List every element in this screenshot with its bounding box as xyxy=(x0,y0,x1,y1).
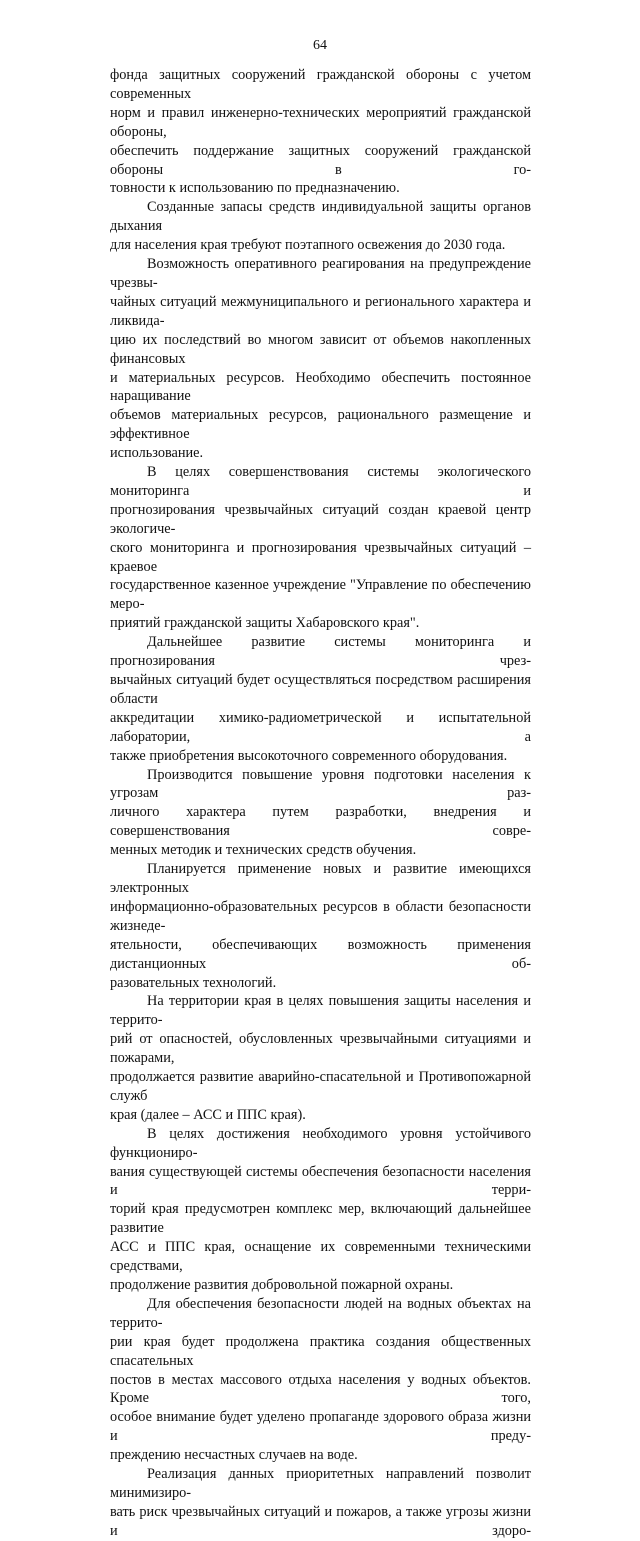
text-line: Для обеспечения безопасности людей на водных объектах на террито- xyxy=(110,1295,531,1331)
text-line: Производится повышение уровня подготовки населения к угрозам раз- xyxy=(110,766,531,802)
text-line: вычайных ситуаций будет осуществляться посредством расширения области xyxy=(110,672,531,707)
text-line: На территории края в целях повышения защиты населения и террито- xyxy=(110,993,531,1029)
paragraph xyxy=(110,992,531,1124)
text-line: края (далее – АСС и ППС края). xyxy=(110,1106,306,1123)
text-line: В целях совершенствования системы экологического мониторинга и xyxy=(110,464,531,499)
text-line: объемов материальных ресурсов, рационального размещение и эффективное xyxy=(110,407,531,443)
paragraph xyxy=(110,633,531,765)
paragraph xyxy=(110,860,531,992)
text-line: рии края будет продолжена практика создания общественных спасательных xyxy=(110,1333,531,1369)
paragraph xyxy=(110,766,531,861)
text-line: государственное казенное учреждение "Управление по обеспечению меро- xyxy=(110,577,531,613)
text-line: чайных ситуаций межмуниципального и регионального характера и ликвида- xyxy=(110,293,531,329)
text-line: Дальнейшее развитие системы мониторинга и прогнозирования чрез- xyxy=(110,634,531,670)
text-line: прогнозирования чрезвычайных ситуаций создан краевой центр экологиче- xyxy=(110,501,531,537)
text-line: ятельности, обеспечивающих возможность применения дистанционных об- xyxy=(110,936,531,972)
text-line: продолжается развитие аварийно-спасательной и Противопожарной служб xyxy=(110,1069,531,1104)
paragraph xyxy=(110,1125,531,1295)
text-line: постов в местах массового отдыха населения у водных объектов. Кроме того, xyxy=(110,1371,531,1407)
text-line: рий от опасностей, обусловленных чрезвычайными ситуациями и пожарами, xyxy=(110,1031,531,1067)
text-line: разовательных технологий. xyxy=(110,974,277,991)
text-line: ского мониторинга и прогнозирования чрезвычайных ситуаций – краевое xyxy=(110,539,531,575)
paragraph xyxy=(110,198,531,255)
text-line: продолжение развития добровольной пожарной охраны. xyxy=(110,1277,454,1293)
text-line: использование. xyxy=(110,445,204,462)
paragraph xyxy=(110,1295,531,1465)
text-line: торий края предусмотрен комплекс мер, включающий дальнейшее развитие xyxy=(110,1201,531,1237)
text-line: норм и правил инженерно-технических мероприятий гражданской обороны, xyxy=(110,104,531,140)
text-line: вания существующей системы обеспечения безопасности населения и терри- xyxy=(110,1163,531,1199)
paragraph xyxy=(110,66,531,198)
text-line: личного характера путем разработки, внедрения и совершенствования совре- xyxy=(110,804,531,840)
paragraph xyxy=(110,1465,531,1541)
document-body xyxy=(110,66,531,1541)
text-line: и материальных ресурсов. Необходимо обеспечить постоянное наращивание xyxy=(110,369,531,405)
text-line: Созданные запасы средств индивидуальной защиты органов дыхания xyxy=(110,199,531,235)
text-line: приятий гражданской защиты Хабаровского края". xyxy=(110,615,420,632)
text-line: преждению несчастных случаев на воде. xyxy=(110,1447,358,1464)
text-line: аккредитации химико-радиометрической и испытательной лаборатории, а xyxy=(110,709,531,745)
text-line: также приобретения высокоточного современного оборудования. xyxy=(110,747,508,764)
text-line: цию их последствий во многом зависит от объемов накопленных финансовых xyxy=(110,331,531,367)
text-line: товности к использованию по предназначению. xyxy=(110,180,400,197)
text-line: В целях достижения необходимого уровня устойчивого функциониро- xyxy=(110,1125,531,1161)
text-line: для населения края требуют поэтапного освежения до 2030 года. xyxy=(110,237,506,254)
text-line: информационно-образовательных ресурсов в области безопасности жизнеде- xyxy=(110,898,531,934)
paragraph xyxy=(110,255,531,463)
text-line: вать риск чрезвычайных ситуаций и пожаров, а также угрозы жизни и здоро- xyxy=(110,1503,531,1539)
paragraph xyxy=(110,463,531,633)
text-line: АСС и ППС края, оснащение их современными техническими средствами, xyxy=(110,1239,531,1275)
text-line: Реализация данных приоритетных направлений позволит минимизиро- xyxy=(110,1466,531,1501)
text-line: Возможность оперативного реагирования на предупреждение чрезвы- xyxy=(110,256,531,291)
text-line: Планируется применение новых и развитие имеющихся электронных xyxy=(110,861,531,896)
text-line: особое внимание будет уделено пропаганде здорового образа жизни и преду- xyxy=(110,1409,531,1445)
text-line: обеспечить поддержание защитных сооружений гражданской обороны в го- xyxy=(110,142,531,178)
text-line: фонда защитных сооружений гражданской обороны с учетом современных xyxy=(110,67,531,102)
text-line: менных методик и технических средств обучения. xyxy=(110,842,417,859)
page-number: 64 xyxy=(313,38,327,53)
